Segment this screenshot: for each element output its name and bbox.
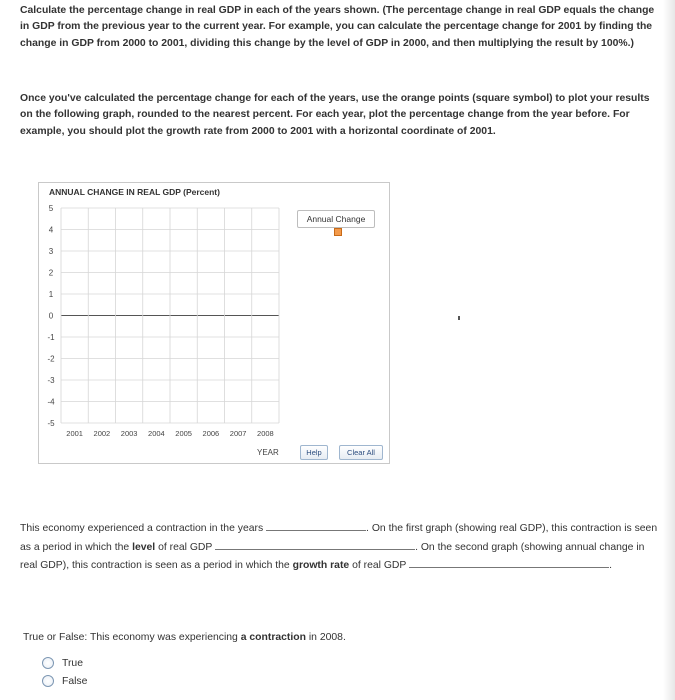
q2-suffix: in 2008. <box>308 632 346 643</box>
q1-text-4: . On the second graph (showing annual change in real GDP), this contraction is seen as a period in which the <box>20 541 645 571</box>
x-tick-label: 2003 <box>120 429 138 438</box>
y-tick-label: 4 <box>48 225 54 235</box>
clear-all-button[interactable]: Clear All <box>339 445 383 460</box>
graph-panel[interactable] <box>38 182 390 464</box>
question-2 <box>23 632 346 643</box>
x-tick-label: 2006 <box>202 429 220 438</box>
level-dropdown[interactable] <box>215 538 415 550</box>
x-tick-label: 2007 <box>229 429 247 438</box>
instructions-paragraph-1: Calculate the percentage change in real GDP in each of the years shown. (The percentage change in real GDP equals the change in GDP from the previous year to the current year. For example, you can calculate the percentage change for 2001 by finding the change in GDP from 2000 to 2001, dividing this change by the level of GDP in 2000, and then multiplying the result by 100%.) <box>20 5 655 49</box>
q1-bold-growth-rate: growth rate <box>292 560 350 571</box>
question-1 <box>20 519 660 575</box>
chart-title: ANNUAL CHANGE IN REAL GDP (Percent) <box>49 187 220 197</box>
x-tick-label: 2001 <box>66 429 83 438</box>
option-true[interactable] <box>42 657 83 669</box>
growth-rate-dropdown[interactable] <box>409 556 609 568</box>
q2-prefix: True or False: This economy was experiencing <box>23 632 238 643</box>
y-tick-label: 2 <box>48 268 54 278</box>
q1-text-2: . On the first graph (showing real GDP), this contraction is seen as a period in which the <box>20 523 658 553</box>
q1-text-1: This economy experienced a contraction in the years <box>20 523 264 534</box>
x-axis-label: YEAR <box>257 448 279 457</box>
stray-mark <box>458 316 460 320</box>
option-true-label: True <box>62 657 83 669</box>
q1-text-6: . <box>609 560 612 571</box>
x-tick-label: 2002 <box>93 429 111 438</box>
y-tick-label: 3 <box>48 247 54 256</box>
x-tick-label: 2008 <box>257 429 274 438</box>
y-tick-label: -3 <box>47 376 55 385</box>
page-edge-shadow <box>663 0 675 700</box>
orange-square-marker-tool[interactable] <box>334 228 342 236</box>
y-tick-label: -5 <box>47 419 55 428</box>
contraction-years-dropdown[interactable] <box>266 519 366 531</box>
legend-label: Annual Change <box>297 210 375 228</box>
option-false[interactable] <box>42 675 87 687</box>
help-button[interactable]: Help <box>300 445 328 460</box>
y-tick-label: 0 <box>48 311 54 321</box>
option-false-label: False <box>62 675 88 687</box>
y-tick-label: -1 <box>47 333 55 342</box>
x-tick-label: 2004 <box>148 429 165 438</box>
radio-false[interactable] <box>42 675 54 687</box>
q1-text-3: of real GDP <box>158 541 213 553</box>
y-tick-label: -2 <box>47 354 55 364</box>
y-tick-label: 1 <box>48 290 54 299</box>
radio-true[interactable] <box>42 657 54 669</box>
q1-text-5: of real GDP <box>352 560 407 571</box>
y-tick-label: -4 <box>47 397 55 407</box>
q2-bold: a contraction <box>240 632 306 643</box>
q1-bold-level: level <box>132 541 156 553</box>
y-tick-label: 5 <box>48 204 54 213</box>
instructions-paragraph-2: Once you've calculated the percentage change for each of the years, use the orange points (square symbol) to plot your results on the following graph, rounded to the nearest percent. For each year, plot the percentage change from the year before. For example, you should plot the growth rate from 2000 to 2001 with a horizontal coordinate of 2001. <box>20 93 650 137</box>
x-tick-label: 2005 <box>175 429 192 438</box>
